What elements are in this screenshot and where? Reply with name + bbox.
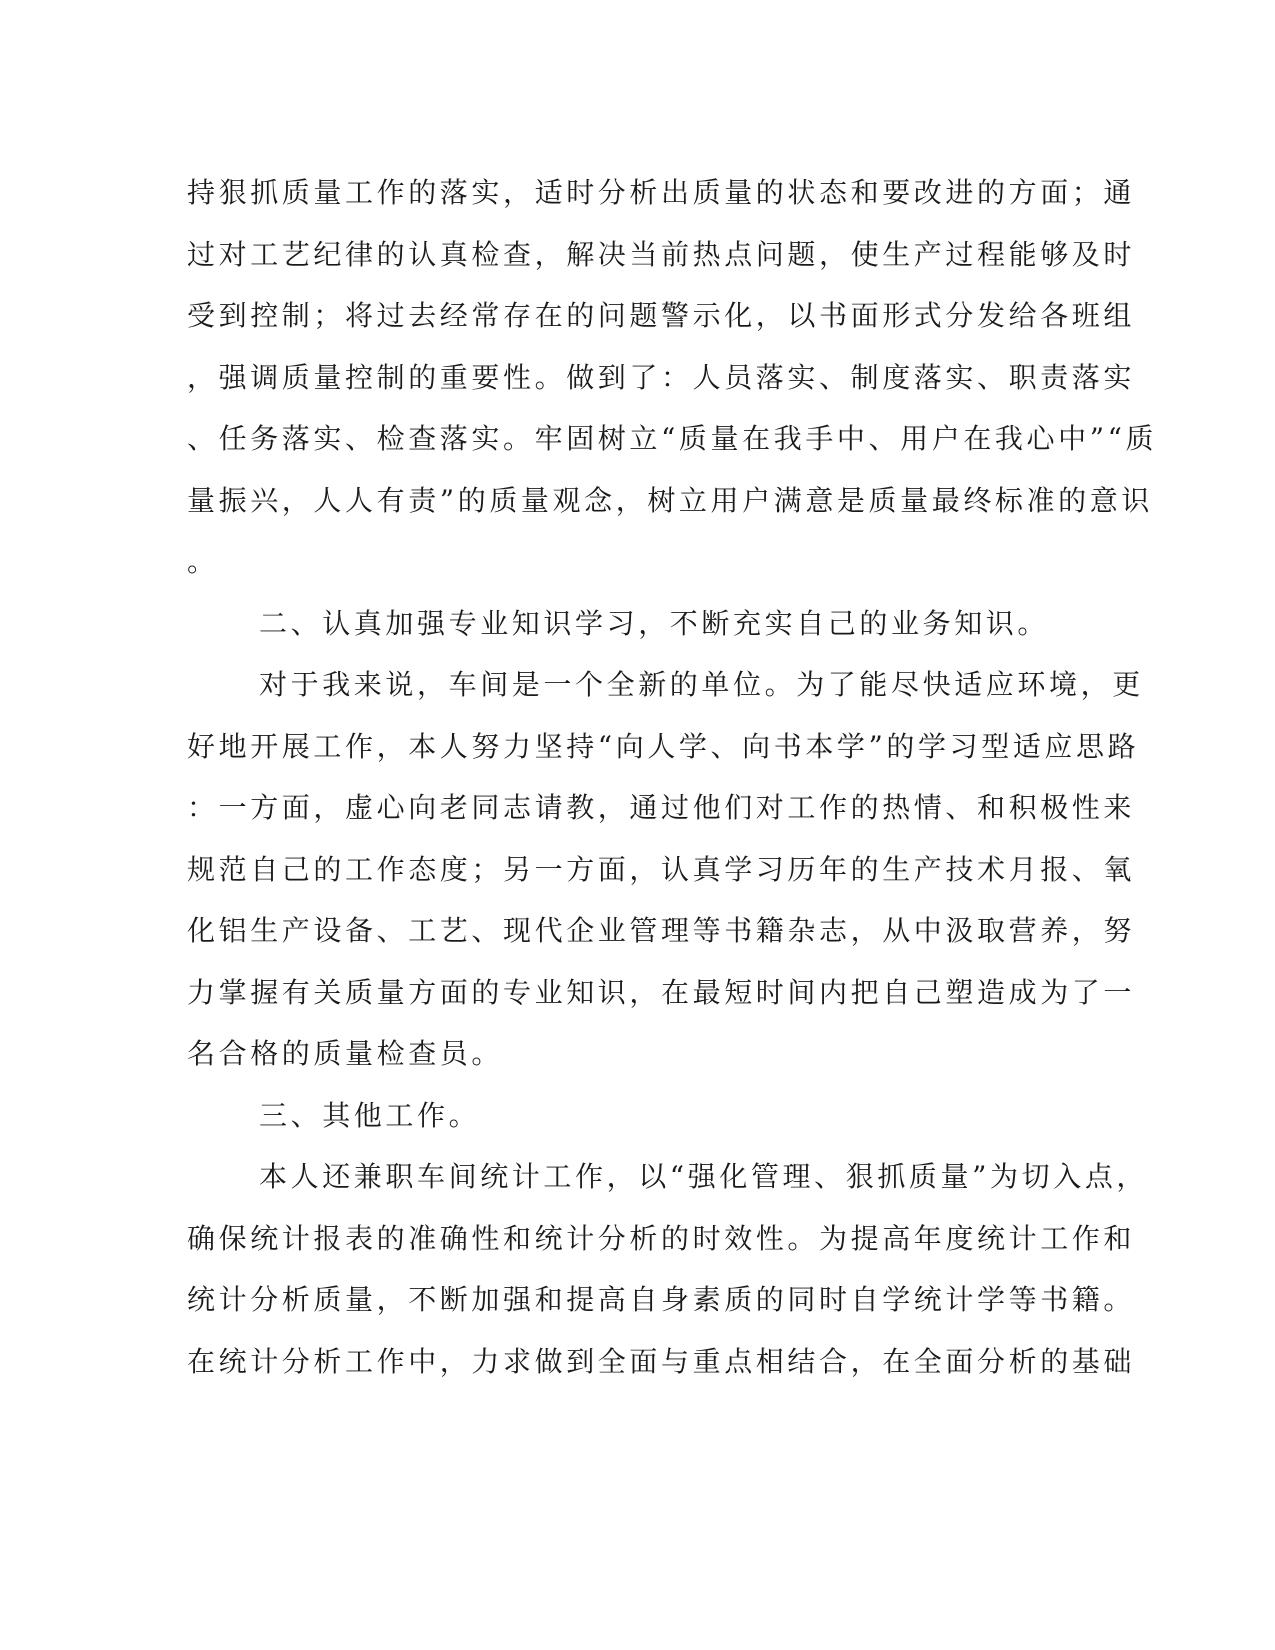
text-line: 名合格的质量检查员。 — [187, 1037, 504, 1070]
text-line: 量振兴，人人有责”的质量观念，树立用户满意是质量最终标准的意识 — [187, 483, 1153, 517]
document-body — [187, 162, 1158, 1392]
text-line: 受到控制；将过去经常存在的问题警示化，以书面形式分发给各班组 — [187, 299, 1136, 332]
text-line: ，强调质量控制的重要性。做到了：人员落实、制度落实、职责落实 — [187, 360, 1136, 394]
text-line: 统计分析质量，不断加强和提高自身素质的同时自学统计学等书籍。 — [187, 1283, 1136, 1316]
text-line: 持狠抓质量工作的落实，适时分析出质量的状态和要改进的方面；通 — [187, 176, 1136, 209]
text-line: 、任务落实、检查落实。牢固树立“质量在我手中、用户在我心中”“质 — [187, 422, 1158, 455]
text-line: ：一方面，虚心向老同志请教，通过他们对工作的热情、和积极性来 — [187, 791, 1136, 824]
text-line: 本人还兼职车间统计工作，以“强化管理、狠抓质量”为切入点， — [259, 1160, 1149, 1193]
text-line: 过对工艺纪律的认真检查，解决当前热点问题，使生产过程能够及时 — [187, 237, 1136, 271]
text-line: 力掌握有关质量方面的专业知识，在最短时间内把自己塑造成为了一 — [187, 975, 1136, 1009]
section-heading: 二、认真加强专业知识学习，不断充实自己的业务知识。 — [259, 606, 1050, 640]
text-line: 确保统计报表的准确性和统计分析的时效性。为提高年度统计工作和 — [187, 1221, 1136, 1255]
text-line: 好地开展工作，本人努力坚持“向人学、向书本学”的学习型适应思路 — [187, 729, 1140, 763]
section-heading: 三、其他工作。 — [259, 1098, 481, 1132]
text-line: 规范自己的工作态度；另一方面，认真学习历年的生产技术月报、氧 — [187, 852, 1136, 886]
text-line: 在统计分析工作中，力求做到全面与重点相结合，在全面分析的基础 — [187, 1344, 1136, 1378]
text-line: 对于我来说，车间是一个全新的单位。为了能尽快适应环境，更 — [259, 668, 1144, 701]
text-line: 化铝生产设备、工艺、现代企业管理等书籍杂志，从中汲取营养，努 — [187, 914, 1136, 947]
text-line: 。 — [187, 545, 219, 578]
